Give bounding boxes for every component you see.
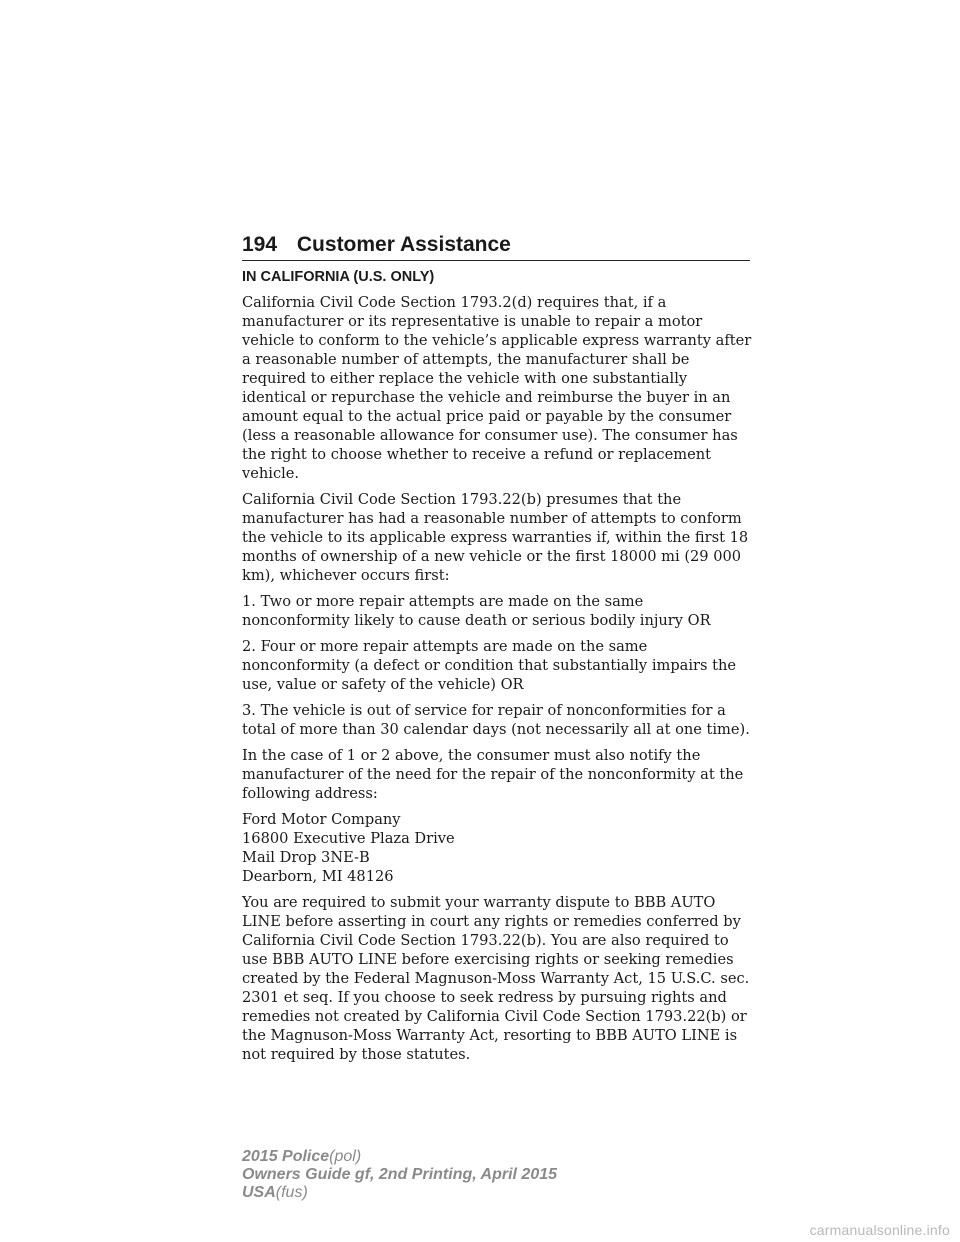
footer-model-code: (pol)	[329, 1148, 362, 1165]
paragraph-presumption: California Civil Code Section 1793.22(b) presumes that the manufacturer has had a reasonable number of attempts to conform the vehicle to its applicable express warranties if, within the first 18 months of ownership of a new vehicle or the first 18000 mi (29 000 km), whichever occurs first:	[242, 491, 749, 584]
address-line: Mail Drop 3NE-B	[242, 849, 370, 866]
list-item-3: 3. The vehicle is out of service for repair of nonconformities for a total of more than 30 calendar days (not necessarily all at one time).	[242, 702, 750, 738]
footer-line-printing	[242, 1166, 557, 1184]
list-item-2: 2. Four or more repair attempts are made on the same nonconformity (a defect or condition that substantially impairs the use, value or safety of the vehicle) OR	[242, 638, 737, 693]
watermark-link[interactable]: carmanualsonline.info	[809, 1222, 950, 1238]
footer-line-model	[242, 1148, 557, 1166]
page-content	[242, 268, 754, 1071]
section-heading: IN CALIFORNIA (U.S. ONLY)	[242, 269, 435, 285]
page-footer	[242, 1148, 557, 1202]
section-title: Customer Assistance	[296, 233, 511, 256]
paragraph-california-code: California Civil Code Section 1793.2(d) requires that, if a manufacturer or its representative is unable to repair a motor vehicle to conform to the vehicle’s applicable express warranty after a reasonable number of attempts, the manufacturer shall be required to either replace the vehicle with one substantially identical or repurchase the vehicle and reimburse the buyer in an amount equal to the actual price paid or payable by the consumer (less a reasonable allowance for consumer use). The consumer has the right to choose whether to receive a refund or replacement vehicle.	[242, 294, 752, 482]
paragraph-bbb-autoline: You are required to submit your warranty dispute to BBB AUTO LINE before asserting in court any rights or remedies conferred by California Civil Code Section 1793.22(b). You are also required to use BBB AUTO LINE before exercising rights or seeking remedies created by the Federal Magnuson-Moss Warranty Act, 15 U.S.C. sec. 2301 et seq. If you choose to seek redress by pursuing rights and remedies not created by California Civil Code Section 1793.22(b) or the Magnuson-Moss Warranty Act, resorting to BBB AUTO LINE is not required by those statutes.	[242, 894, 750, 1063]
page-number: 194	[242, 233, 278, 256]
paragraph-notify: In the case of 1 or 2 above, the consumer must also notify the manufacturer of the need for the repair of the nonconformity at the following address:	[242, 747, 744, 802]
page-header	[242, 230, 750, 261]
footer-model: 2015 Police	[242, 1148, 330, 1165]
address-line: 16800 Executive Plaza Drive	[242, 830, 455, 847]
footer-printing: Owners Guide gf, 2nd Printing, April 2015	[242, 1166, 558, 1183]
address-line: Ford Motor Company	[242, 811, 401, 828]
footer-market-code: (fus)	[275, 1184, 308, 1201]
footer-market: USA	[242, 1184, 276, 1201]
address-line: Dearborn, MI 48126	[242, 868, 394, 885]
footer-line-market	[242, 1184, 557, 1202]
list-item-1: 1. Two or more repair attempts are made on the same nonconformity likely to cause death or serious bodily injury OR	[242, 593, 711, 629]
mailing-address	[242, 810, 754, 886]
